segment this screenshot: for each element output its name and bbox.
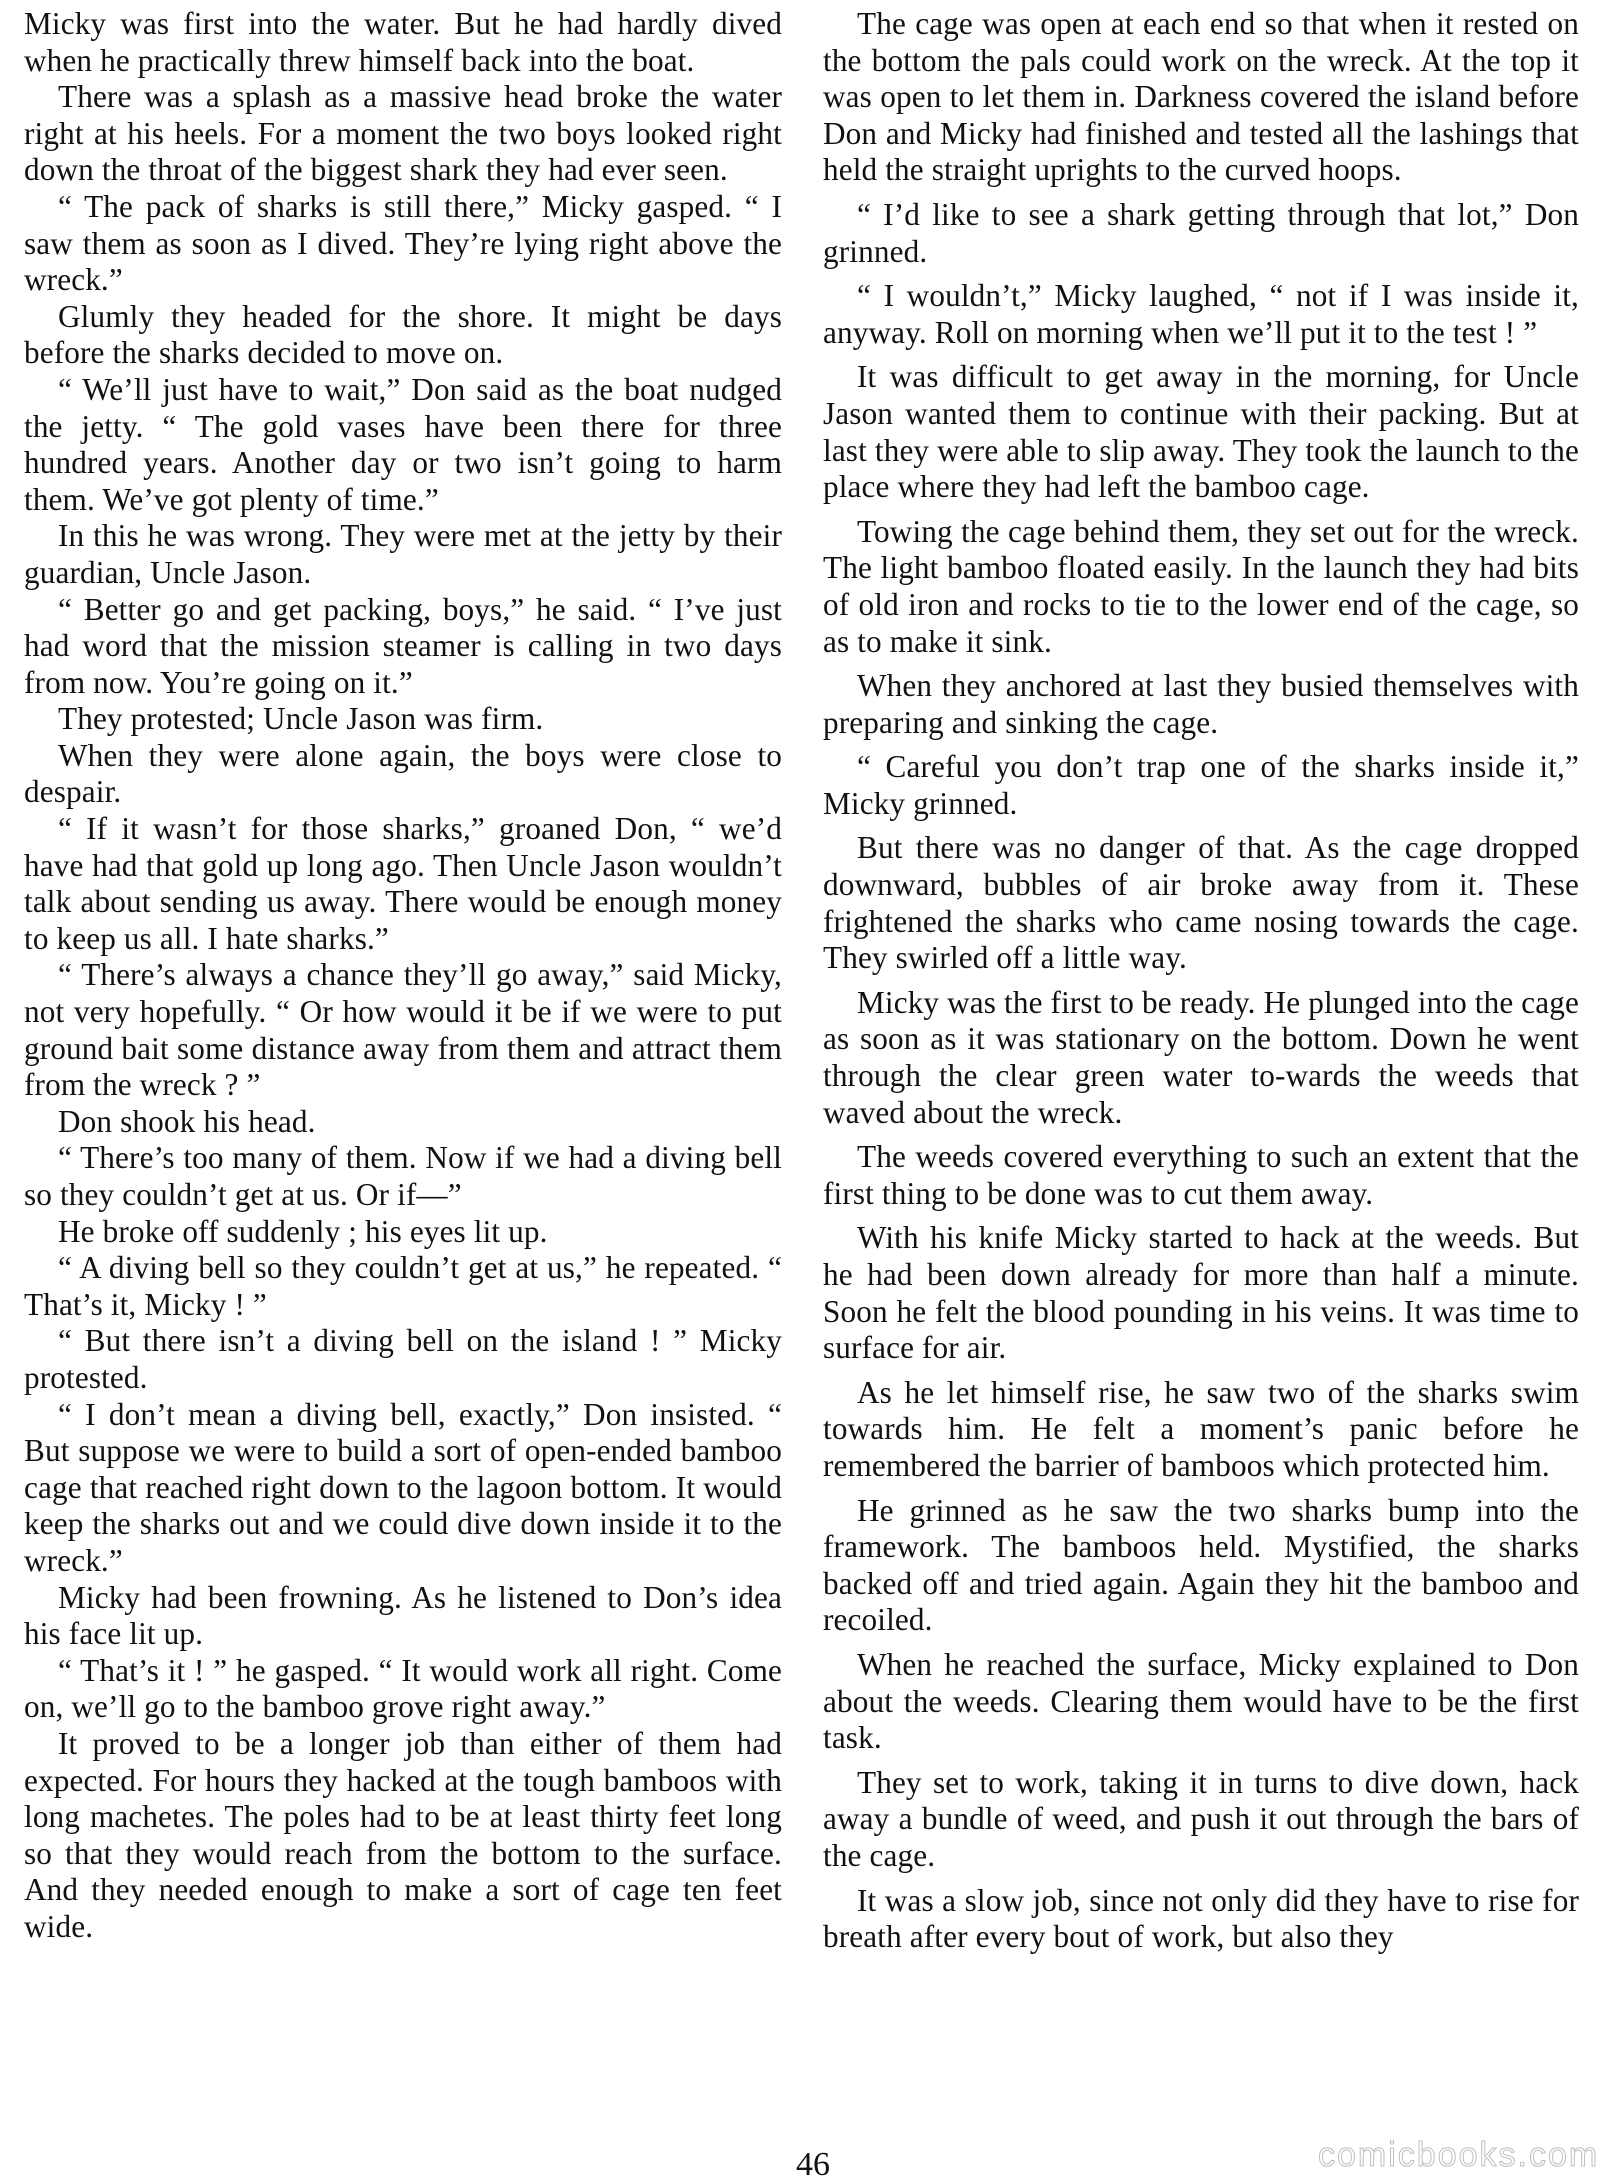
paragraph: When they anchored at last they busied themselves with preparing and sinking the cage. bbox=[823, 668, 1579, 740]
paragraph: It proved to be a longer job than either of them had expected. For hours they hacked at the tough bamboos with long machetes. The poles had to be at least thirty feet long so that they would reach from the bottom to the surface. And they needed enough to make a sort of cage ten feet wide. bbox=[24, 1725, 782, 1944]
paragraph: When he reached the surface, Micky explained to Don about the weeds. Clearing them would have to be the first task. bbox=[823, 1646, 1579, 1756]
paragraph: Micky was first into the water. But he had hardly dived when he practically threw himself back into the boat. bbox=[24, 6, 782, 78]
paragraph: Micky had been frowning. As he listened to Don’s idea his face lit up. bbox=[24, 1579, 782, 1652]
paragraph: They set to work, taking it in turns to dive down, hack away a bundle of weed, and push it out through the bars of the cage. bbox=[823, 1764, 1579, 1873]
paragraph: “ If it wasn’t for those sharks,” groaned Don, “ we’d have had that gold up long ago. Then Uncle Jason wouldn’t talk about sending us away. There would be enough money to keep us all. I hate sharks.” bbox=[24, 811, 782, 956]
paragraph: “ That’s it ! ” he gasped. “ It would work all right. Come on, we’ll go to the bamboo grove right away.” bbox=[24, 1652, 782, 1725]
paragraph: They protested; Uncle Jason was firm. bbox=[58, 701, 544, 737]
paragraph: Glumly they headed for the shore. It might be days before the sharks decided to move on. bbox=[24, 298, 782, 371]
left-text-column bbox=[24, 6, 782, 1945]
page-number: 46 bbox=[796, 2146, 830, 2183]
paragraph: “ The pack of sharks is still there,” Micky gasped. “ I saw them as soon as I dived. They’re lying right above the wreck.” bbox=[24, 188, 782, 298]
right-text-column bbox=[823, 6, 1579, 1964]
paragraph: “ I’d like to see a shark getting through that lot,” Don grinned. bbox=[823, 196, 1579, 269]
paragraph: “ I wouldn’t,” Micky laughed, “ not if I was inside it, anyway. Roll on morning when we’ll put it to the test ! ” bbox=[823, 278, 1579, 350]
paragraph: He broke off suddenly ; his eyes lit up. bbox=[58, 1213, 548, 1249]
paragraph: “ Better go and get packing, boys,” he said. “ I’ve just had word that the mission steamer is calling in two days from now. You’re going on it.” bbox=[24, 591, 782, 700]
watermark: comicbooks.com bbox=[1318, 2136, 1600, 2174]
paragraph: “ A diving bell so they couldn’t get at us,” he repeated. “ That’s it, Micky ! ” bbox=[24, 1250, 782, 1322]
paragraph: “ There’s too many of them. Now if we had a diving bell so they couldn’t get at us. Or if—” bbox=[24, 1140, 782, 1212]
paragraph: Towing the cage behind them, they set out for the wreck. The light bamboo floated easily. In the launch they had bits of old iron and rocks to tie to the lower end of the cage, so as to make it sink. bbox=[823, 513, 1579, 659]
paragraph: Don shook his head. bbox=[58, 1103, 316, 1139]
paragraph: The cage was open at each end so that when it rested on the bottom the pals could work on the wreck. At the top it was open to let them in. Darkness covered the island before Don and Micky had finished and tested all the lashings that held the straight uprights to the curved hoops. bbox=[823, 6, 1579, 188]
paragraph: In this he was wrong. They were met at the jetty by their guardian, Uncle Jason. bbox=[24, 518, 782, 590]
paragraph: But there was no danger of that. As the cage dropped downward, bubbles of air broke away from it. These frightened the sharks who came nosing towards the cage. They swirled off a little way. bbox=[823, 830, 1579, 976]
paragraph: It was difficult to get away in the morning, for Uncle Jason wanted them to continue with their packing. But at last they were able to slip away. They took the launch to the place where they had left the bamboo cage. bbox=[823, 359, 1579, 505]
paragraph: “ I don’t mean a diving bell, exactly,” Don insisted. “ But suppose we were to build a sort of open-ended bamboo cage that reached right down to the lagoon bottom. It would keep the sharks out and we could dive down inside it to the wreck.” bbox=[24, 1396, 782, 1578]
paragraph: As he let himself rise, he saw two of the sharks swim towards him. He felt a moment’s panic before he remembered the barrier of bamboos which protected him. bbox=[823, 1374, 1579, 1483]
paragraph: There was a splash as a massive head broke the water right at his heels. For a moment the two boys looked right down the throat of the biggest shark they had ever seen. bbox=[24, 79, 782, 188]
paragraph: Micky was the first to be ready. He plunged into the cage as soon as it was stationary on the bottom. Down he went through the clear green water to-wards the weeds that waved about the wreck. bbox=[823, 984, 1579, 1130]
paragraph: “ Careful you don’t trap one of the sharks inside it,” Micky grinned. bbox=[823, 749, 1579, 821]
paragraph: It was a slow job, since not only did they have to rise for breath after every bout of work, but also they bbox=[823, 1882, 1579, 1955]
paragraph: He grinned as he saw the two sharks bump into the framework. The bamboos held. Mystified, the sharks backed off and tried again. Again they hit the bamboo and recoiled. bbox=[823, 1492, 1579, 1638]
paragraph: “ We’ll just have to wait,” Don said as the boat nudged the jetty. “ The gold vases have been there for three hundred years. Another day or two isn’t going to harm them. We’ve got plenty of time.” bbox=[24, 371, 782, 517]
paragraph: With his knife Micky started to hack at the weeds. But he had been down already for more than half a minute. Soon he felt the blood pounding in his veins. It was time to surface for air. bbox=[823, 1220, 1579, 1366]
paragraph: “ There’s always a chance they’ll go away,” said Micky, not very hopefully. “ Or how would it be if we were to put ground bait some distance away from them and attract them from the wreck ? ” bbox=[24, 957, 782, 1103]
paragraph: “ But there isn’t a diving bell on the island ! ” Micky protested. bbox=[24, 1323, 782, 1395]
paragraph: The weeds covered everything to such an extent that the first thing to be done was to cut them away. bbox=[823, 1139, 1579, 1211]
paragraph: When they were alone again, the boys were close to despair. bbox=[24, 737, 782, 810]
